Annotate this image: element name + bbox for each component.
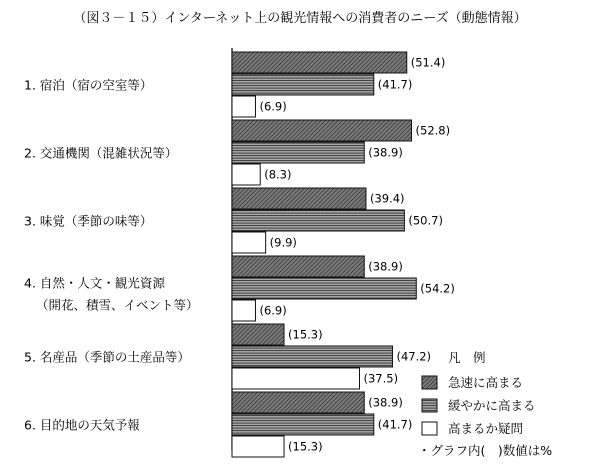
legend-swatch-rapid	[422, 376, 437, 389]
legend-title: 凡 例	[448, 350, 486, 365]
category-label: 2. 交通機関（混雑状況等）	[24, 145, 178, 161]
data-label: (6.9)	[259, 99, 287, 114]
data-label: (15.3)	[288, 439, 323, 454]
data-label: (52.8)	[415, 123, 451, 138]
category-labels	[24, 78, 199, 433]
bar-gradual	[232, 414, 374, 435]
category-label: （開花、積雪、イベント等）	[36, 297, 199, 313]
bar-rapid	[232, 256, 364, 277]
bar-doubt	[232, 300, 255, 321]
data-label: (38.9)	[368, 259, 403, 274]
data-label: (47.2)	[396, 349, 432, 364]
data-label: (54.2)	[420, 281, 455, 296]
category-label: 6. 目的地の天気予報	[24, 417, 140, 433]
legend-note: ・グラフ内( )数値は%	[418, 443, 553, 458]
legend-entry: 急速に高まる	[448, 375, 524, 390]
data-label: (15.3)	[288, 327, 323, 342]
data-label: (51.4)	[410, 55, 446, 70]
data-label: (9.9)	[269, 235, 297, 250]
bar-gradual	[232, 346, 392, 367]
bar-doubt	[232, 232, 266, 253]
bar-gradual	[232, 142, 364, 163]
legend	[418, 350, 552, 458]
bar-gradual	[232, 210, 404, 231]
bar-rapid	[232, 392, 364, 413]
data-label: (38.9)	[368, 145, 403, 160]
legend-entry: 高まるか疑問	[448, 421, 524, 436]
bar-rapid	[232, 188, 366, 209]
data-label: (38.9)	[368, 395, 403, 410]
bar-rapid	[232, 324, 284, 345]
bar-gradual	[232, 278, 416, 299]
bar-rapid	[232, 52, 407, 73]
category-label: 5. 名産品（季節の土産品等）	[24, 349, 190, 365]
legend-swatch-doubt	[422, 422, 437, 435]
data-label: (41.7)	[377, 77, 413, 92]
data-label: (8.3)	[264, 167, 292, 182]
bar-doubt	[232, 436, 284, 457]
data-label: (41.7)	[377, 417, 413, 432]
data-label: (50.7)	[408, 213, 443, 228]
bar-groups	[232, 52, 455, 457]
bar-rapid	[232, 120, 412, 141]
category-label: 4. 自然・人文・観光資源	[24, 275, 165, 291]
data-label: (39.4)	[369, 191, 405, 206]
category-label: 3. 味覚（季節の味等）	[24, 213, 153, 229]
data-label: (6.9)	[259, 303, 287, 318]
chart-title: （図３－１５）インターネット上の観光情報への消費者のニーズ（動態情報）	[73, 11, 527, 26]
bar-doubt	[232, 164, 260, 185]
category-label: 1. 宿泊（宿の空室等）	[24, 77, 153, 93]
legend-entry: 緩やかに高まる	[448, 398, 536, 413]
data-label: (37.5)	[363, 371, 399, 386]
bar-gradual	[232, 74, 374, 95]
bar-doubt	[232, 368, 360, 389]
legend-swatch-gradual	[422, 399, 437, 412]
bar-doubt	[232, 96, 255, 117]
